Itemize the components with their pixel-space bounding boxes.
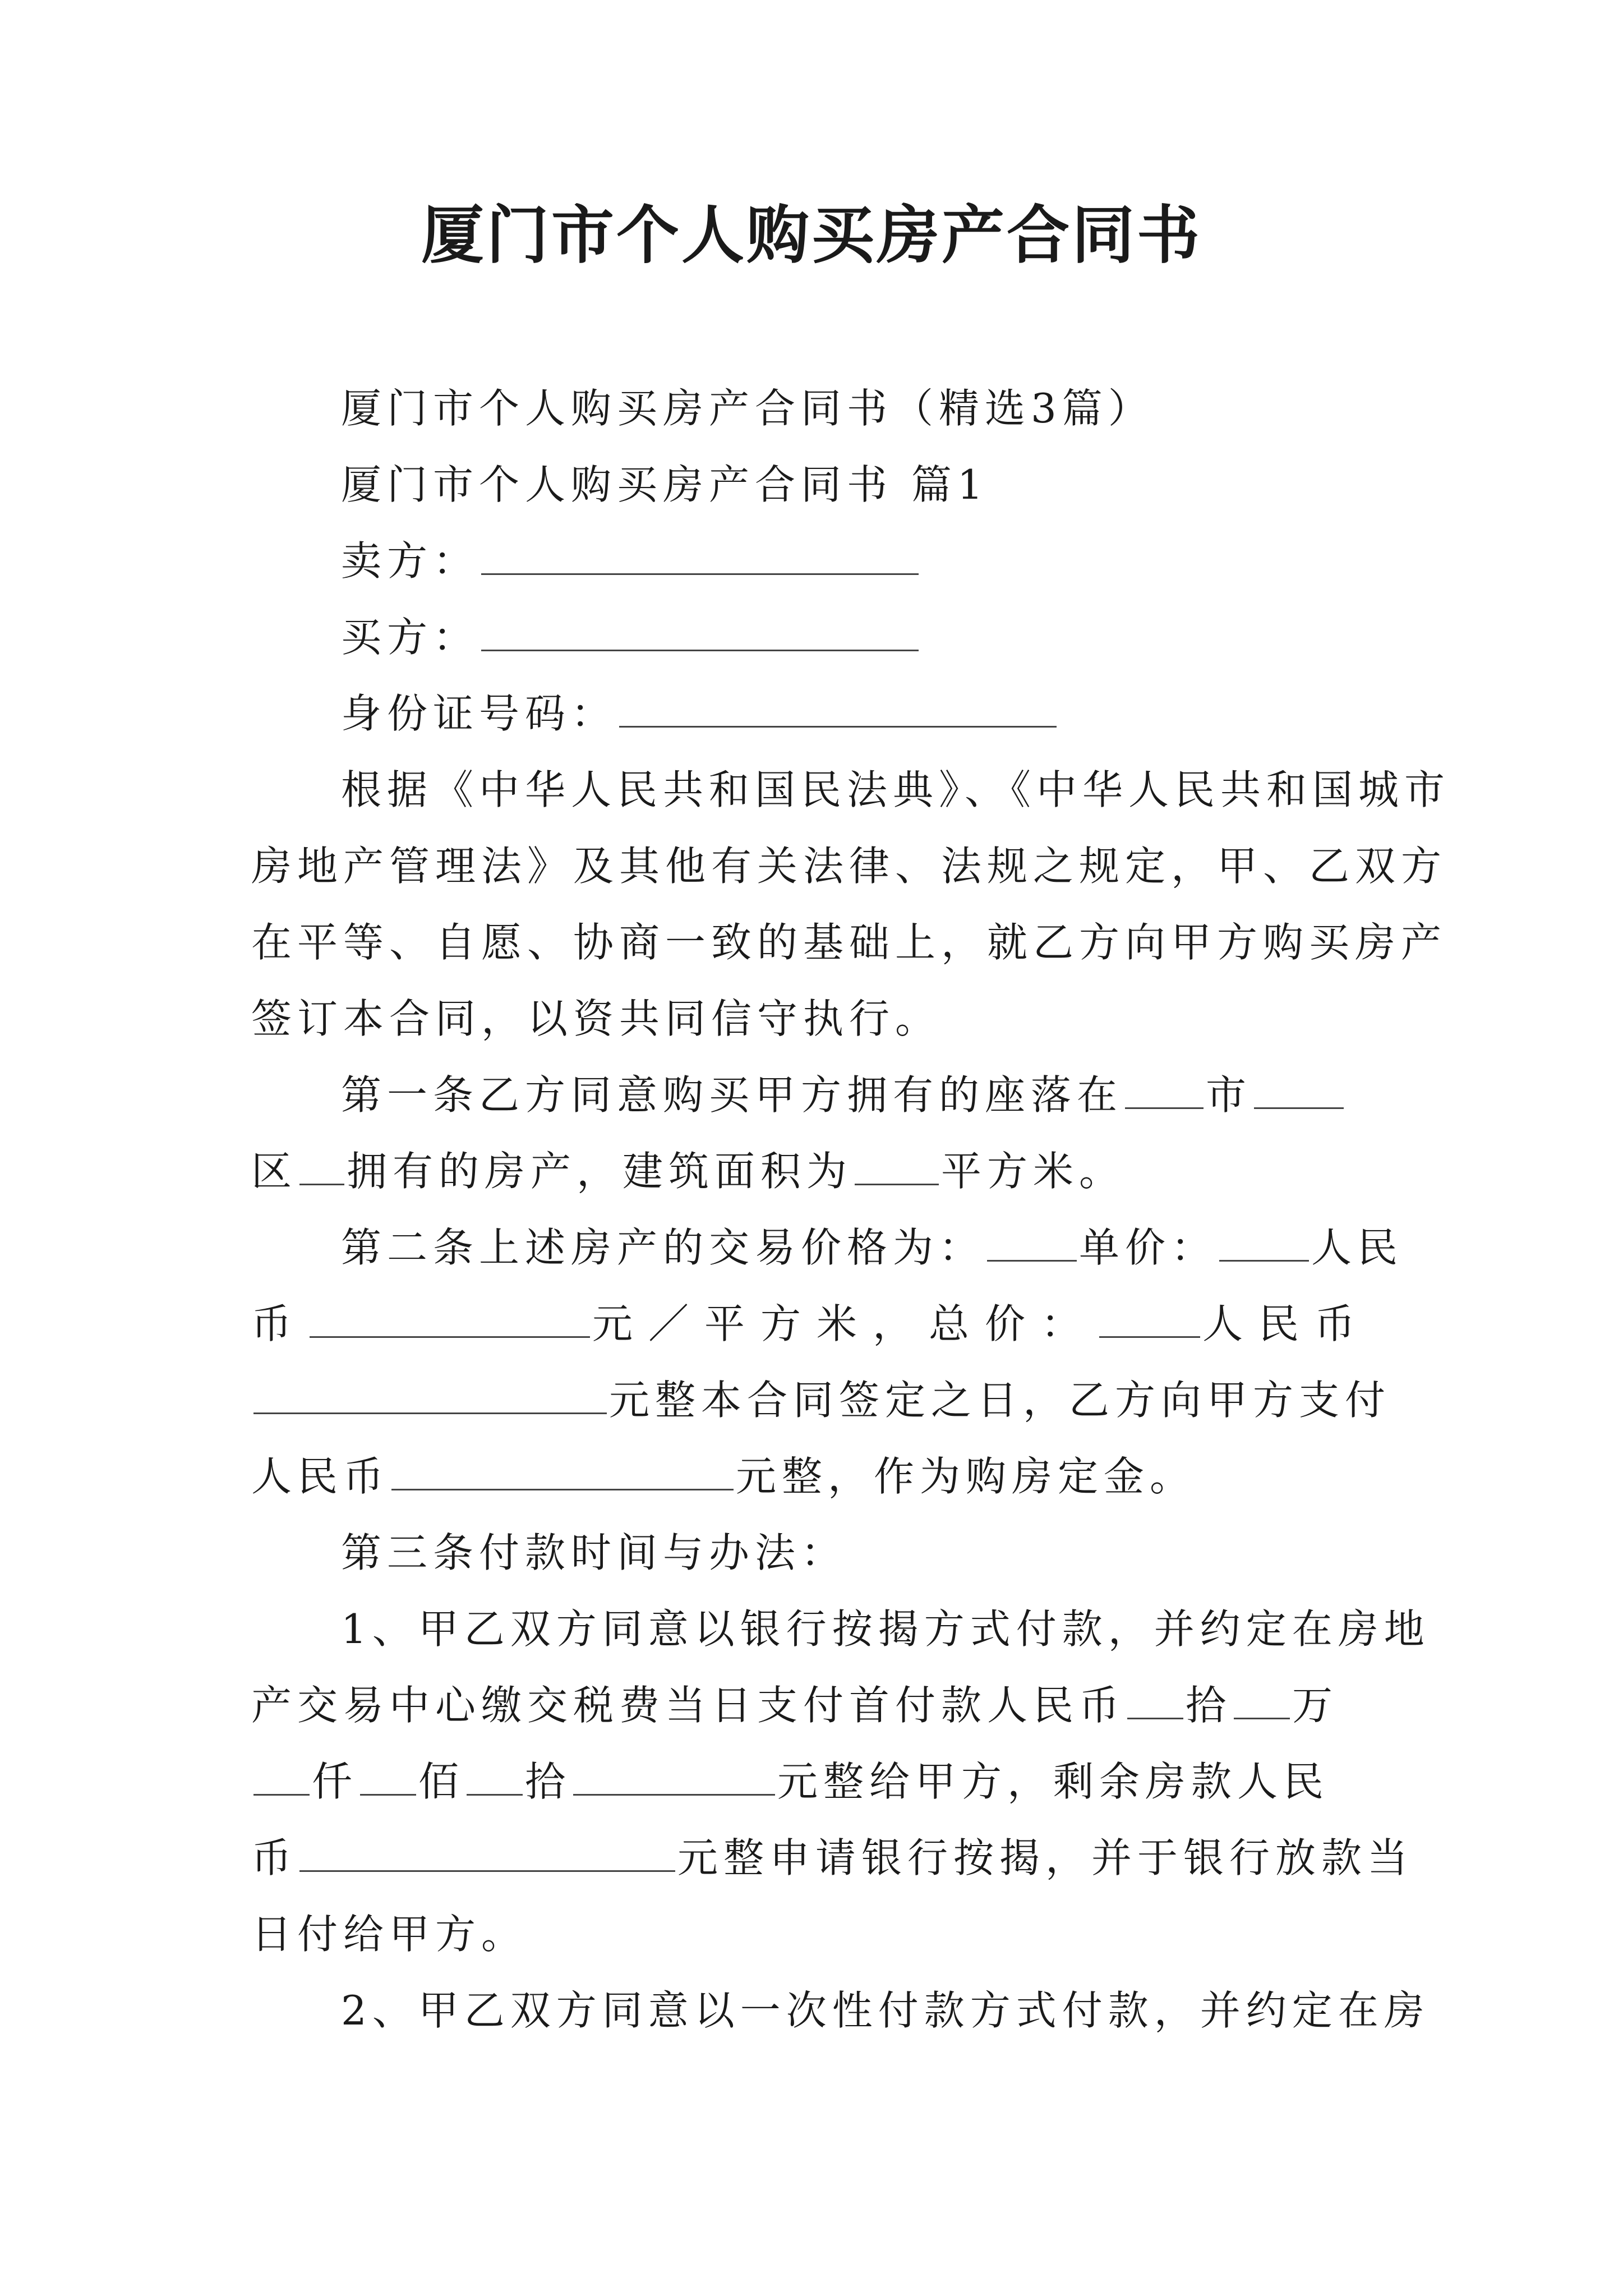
district-blank [1254, 1067, 1344, 1109]
article1-line2 [251, 1133, 1378, 1209]
article3-text: 币 [251, 1834, 298, 1881]
buyer-label: 买方： [341, 614, 479, 661]
buyer-blank [481, 609, 919, 651]
article1-text: 拥有的房产，建筑面积为 [347, 1148, 853, 1195]
article2-text: 元整，作为购房定金。 [736, 1453, 1196, 1500]
article3-item1-line5: 日付给甲方。 [251, 1911, 528, 1958]
down-payment-blank-6 [573, 1754, 775, 1796]
article1-text: 平方米。 [941, 1148, 1126, 1195]
down-payment-blank-5 [467, 1754, 523, 1796]
city-blank [1125, 1067, 1204, 1109]
deposit-blank [391, 1448, 734, 1490]
article2-text: 币 [251, 1300, 308, 1347]
unit-price-blank [1219, 1220, 1309, 1262]
article3-text: 拾 [525, 1758, 571, 1805]
article3-text: 拾 [1186, 1682, 1232, 1729]
article2-line3 [251, 1362, 1391, 1438]
unit-amount-blank [310, 1296, 590, 1338]
article3-text: 万 [1292, 1682, 1339, 1729]
article3-text: 元整给甲方，剩余房款人民 [777, 1758, 1330, 1805]
article3-item1-line2 [251, 1667, 1378, 1743]
down-payment-blank-3 [253, 1754, 310, 1796]
seller-blank [481, 533, 919, 575]
subtitle: 厦门市个人购买房产合同书（精选3篇） [341, 385, 1154, 432]
article2-line1 [251, 1209, 1404, 1286]
article3-item1-line3 [251, 1743, 1378, 1820]
article2-text: 元／平方米，总价： [592, 1300, 1098, 1347]
section-heading: 厦门市个人购买房产合同书 篇1 [341, 461, 989, 508]
article1-text: 第一条乙方同意购买甲方拥有的座落在 [341, 1071, 1123, 1119]
preamble [251, 752, 1451, 1057]
id-label: 身份证号码： [341, 690, 617, 737]
buyer-line [251, 599, 1378, 675]
location-blank [299, 1143, 344, 1185]
article2-text: 人民 [1311, 1224, 1404, 1271]
article3-heading: 第三条付款时间与办法： [341, 1529, 847, 1576]
down-payment-blank-1 [1127, 1677, 1183, 1719]
article3-item2-line1: 2、甲乙双方同意以一次性付款方式付款，并约定在房 [341, 1987, 1430, 2034]
mortgage-blank [299, 1830, 675, 1872]
price-blank [987, 1220, 1077, 1262]
article2-text: 元整本合同签定之日，乙方向甲方支付 [609, 1377, 1391, 1424]
preamble-line: 房地产管理法》及其他有关法律、法规之规定，甲、乙双方 [251, 843, 1447, 890]
article1-text: 市 [1206, 1071, 1252, 1119]
article3-text: 产交易中心缴交税费当日支付首付款人民币 [251, 1682, 1126, 1729]
seller-line [251, 523, 1378, 599]
down-payment-blank-4 [360, 1754, 416, 1796]
document-title: 厦门市个人购买房产合同书 [421, 199, 1202, 272]
article3-item1-line4 [251, 1820, 1414, 1896]
article3-item1-line1: 1、甲乙双方同意以银行按揭方式付款，并约定在房地 [341, 1605, 1430, 1653]
article1-text: 区 [251, 1148, 298, 1195]
article2-text: 第二条上述房产的交易价格为： [341, 1224, 985, 1271]
preamble-line: 根据《中华人民共和国民法典》、《中华人民共和国城市 [341, 766, 1451, 813]
article3-text: 元整申请银行按揭，并于银行放款当 [677, 1834, 1414, 1881]
article1-line1 [251, 1057, 1378, 1133]
down-payment-blank-2 [1234, 1677, 1290, 1719]
article3-text: 佰 [418, 1758, 465, 1805]
article2-text: 人民币 [251, 1453, 390, 1500]
preamble-line: 签订本合同，以资共同信守执行。 [251, 995, 942, 1042]
seller-label: 卖方： [341, 537, 479, 585]
total-blank [1099, 1296, 1200, 1338]
article2-line2 [251, 1286, 1378, 1362]
total-amount-blank [253, 1372, 607, 1414]
area-blank [855, 1143, 939, 1185]
preamble-line: 在平等、自愿、协商一致的基础上，就乙方向甲方购买房产 [251, 919, 1447, 966]
document-body [251, 370, 1451, 2049]
article3-text: 仟 [312, 1758, 358, 1805]
id-line [251, 675, 1378, 752]
article2-line4 [251, 1438, 1378, 1515]
article2-text: 单价： [1079, 1224, 1218, 1271]
id-blank [619, 685, 1057, 728]
article2-text: 人民币 [1202, 1300, 1371, 1347]
